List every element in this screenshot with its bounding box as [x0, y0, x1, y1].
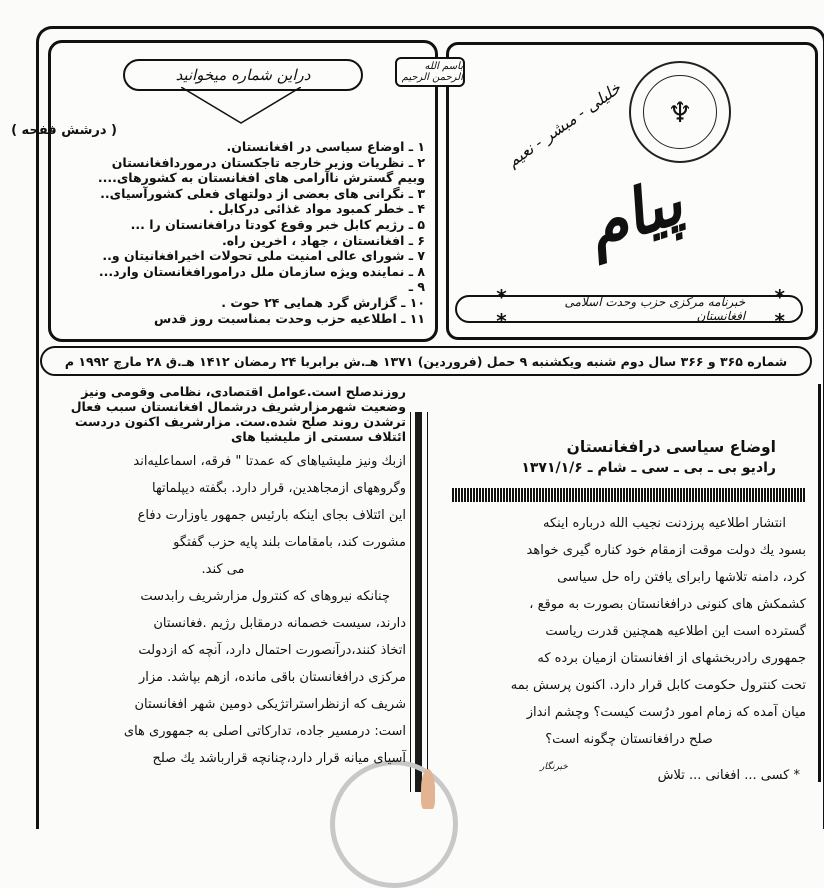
text-line: میان آمده که زمام امور درُست کیست؟ وچشم انداز: [526, 705, 806, 720]
text-line: است: درمسیر جاده، تدارکاتی اصلی به جمهوری های: [123, 724, 406, 739]
toc-item[interactable]: ۱۱ ـ اطلاعیه حزب وحدت بمناسبت روز قدس: [154, 310, 425, 326]
text-line-partial: * کسی ... افغانی ... تلاش: [657, 768, 800, 783]
emblem-torch-icon: ♆: [643, 75, 717, 149]
issue-date-bar: شماره ۳۶۵ و ۳۶۶ سال دوم شنبه ویکشنبه ۹ حمل (فروردین) ۱۳۷۱ هـ.ش برابربا ۲۴ رمضان ۱۴۱۲ هـ.ق ۲۸ مارچ ۱۹۹۲ م: [40, 346, 812, 376]
reporter-signature: خبرنگار: [540, 762, 568, 772]
text-line: ترشدن روند صلح شده.ست. مزارشریف اکنون دردست: [74, 414, 406, 429]
text-line: گسترده است این اطلاعیه همچنین قدرت ریاست: [545, 624, 806, 639]
toc-item[interactable]: وبیم گسترش ناآرامی های افغانستان به کشورهای....: [97, 170, 425, 186]
toc-item[interactable]: ۸ ـ نماینده ویژه سازمان ملل درامورافغانستان وارد...: [98, 263, 425, 279]
text-line: صلح درافغانستان چگونه است؟: [545, 732, 713, 747]
article-headline: اوضاع سیاسی درافغانستان: [566, 438, 776, 456]
toc-item[interactable]: ۳ ـ نگرانی های بعضی از دولتهای فعلی کشورآسیای..: [100, 185, 425, 201]
text-line: وگروههای ازمجاهدین، قرار دارد. بگفته دیپلماتها: [152, 481, 406, 496]
text-line: کرد، دامنه تلاشها رابرای یافتن راه حل سیاسی: [557, 570, 806, 585]
text-line: ازبك ونیز ملیشیاهای که عمدتا " فرقه، اسماعلیه‌اند: [133, 454, 406, 469]
text-line: بسود یك دولت موقت ازمقام خود کناره گیری خواهد: [526, 543, 806, 558]
column-divider: [410, 412, 428, 792]
toc-item[interactable]: ۴ ـ خطر کمبود مواد غذائی درکابل .: [208, 201, 425, 217]
table-of-contents: [11, 40, 438, 342]
toc-item[interactable]: ۷ ـ شورای عالی امنیت ملی تحولات اخیرافغانیتان و..: [102, 248, 425, 264]
text-line: روزندصلح است.عوامل اقتصادی، نظامی وقومی ونیز: [81, 384, 406, 399]
star-icon: * *: [496, 285, 513, 333]
toc-banner: دراین شماره میخوانید: [123, 59, 363, 91]
text-line: وضعیت شهرمزارشریف درشمال افغانستان سبب فعال: [70, 399, 406, 414]
right-border-rule: [818, 384, 821, 782]
text-line: آسیای میانه قرار دارد،چنانچه قرارباشد یك صلح: [152, 751, 406, 766]
left-article: [40, 384, 406, 772]
toc-item[interactable]: ۹ ـ: [408, 279, 425, 295]
text-line: دارند، سیست خصمانه درمقابل رژیم .فغانستان: [153, 616, 406, 631]
article-body: [446, 510, 812, 753]
toc-item[interactable]: ۵ ـ رژیم کابل خبر وقوع کودتا درافغانستان را ...: [130, 216, 425, 232]
text-line: این ائتلاف بجای اینکه بارئیس جمهور یاوزارت دفاع: [137, 508, 406, 523]
bismillah-label: باسم الله الرحمن الرحیم: [395, 57, 465, 87]
tagline-text: خبرنامه مرکزی حزب وحدت اسلامی افغانستان: [564, 295, 746, 323]
text-line: کشمکش های کنونی درافغانستان بصورت به موقع ،: [529, 597, 806, 612]
paper-subtitle: خلیلی - مبشر - نعیم: [503, 78, 625, 171]
column-divider-bar: [415, 412, 422, 792]
left-article-body: [40, 448, 406, 772]
text-line: ائتلاف سستی از ملیشیا های: [230, 429, 406, 444]
tagline-banner: [455, 285, 803, 333]
paper-name-logo: پیام: [576, 163, 692, 266]
star-icon: * *: [774, 285, 791, 333]
text-line: انتشار اطلاعیه پرزدنت نجیب الله درباره اینکه: [543, 516, 786, 531]
watermark-logo-icon: [330, 760, 458, 888]
toc-item[interactable]: ۱۰ ـ گزارش گرد همایی ۲۴ حوت .: [221, 294, 425, 310]
text-line: تحت کنترول حکومت کابل قرار دارد. اکنون پرسش بمه: [510, 678, 806, 693]
text-line: شریف که ازنظراستراتژیکی دومین شهر افغانستان: [134, 697, 406, 712]
text-line: مرکزی درافغانستان باقی مانده، ازهم بپاشد. مزار: [138, 670, 406, 685]
right-article: [446, 436, 812, 753]
hatched-divider: [452, 488, 806, 502]
toc-list: [57, 139, 425, 326]
text-line: اتخاذ کنند،درآنصورت احتمال دارد، آنچه که ازدولت: [138, 643, 406, 658]
flame-icon: [421, 769, 435, 809]
toc-item[interactable]: ۱ ـ اوضاع سیاسی در افغانستان.: [226, 139, 425, 154]
toc-item[interactable]: ۲ ـ نظریات وزیر خارجه تاجکستان درموردافغانستان: [111, 154, 425, 170]
toc-item[interactable]: ۶ ـ افغانستان ، جهاد ، اخرین راه.: [222, 232, 425, 248]
article-source: رادیو بی ـ بی ـ سی ـ شام ـ ۱۳۷۱/۱/۶: [521, 460, 776, 476]
text-line: چنانکه نیروهای که کنترول مزارشریف رابدست: [140, 589, 390, 604]
left-article-lead: [40, 384, 406, 444]
toc-subtitle: ( درشش ففحه ): [11, 123, 117, 138]
text-line: جمهوری رادربخشهای از افغانستان ازمیان برده که: [537, 651, 806, 666]
text-line: می کند.: [201, 562, 245, 577]
text-line: مشورت کند، بامقامات بلند پایه حزب گفتگو: [173, 535, 406, 550]
